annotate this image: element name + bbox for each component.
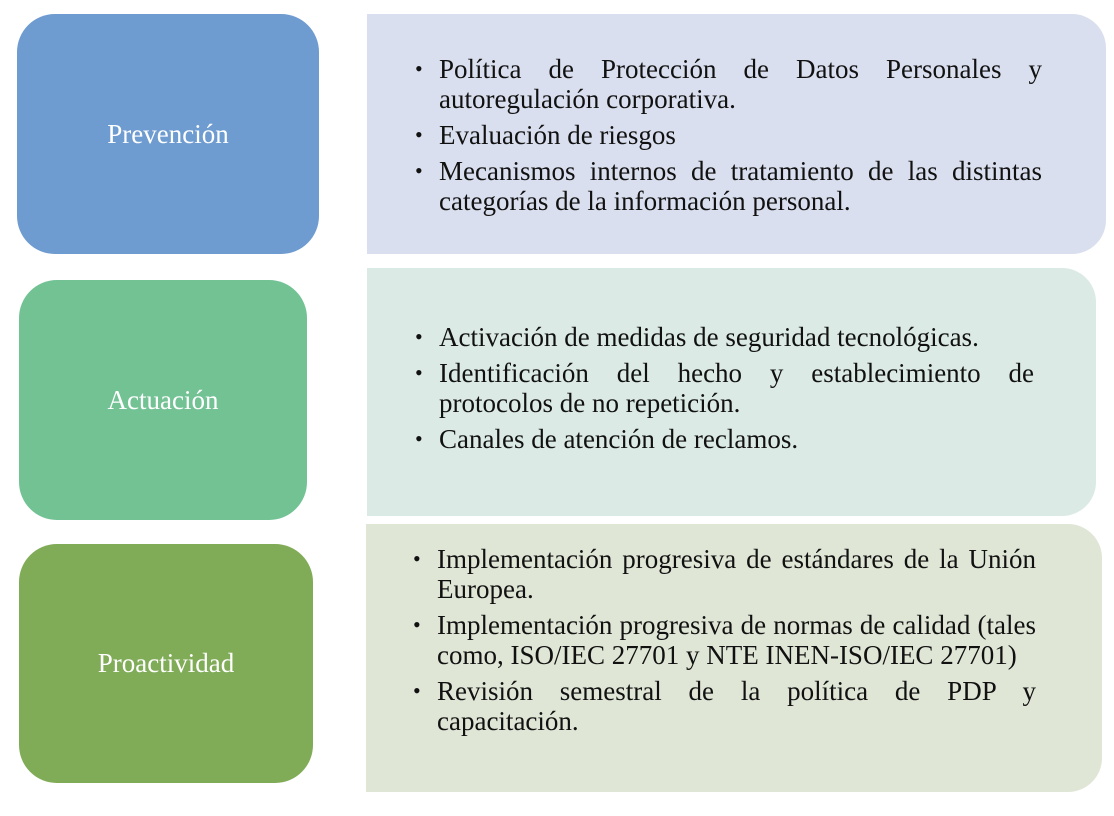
bullet-icon: •: [415, 324, 423, 349]
bullet-icon: •: [415, 360, 423, 385]
actuacion-label-box: [19, 280, 307, 520]
prevencion-detail-box: [367, 14, 1106, 254]
list-item: • Implementación progresiva de normas de calidad (tales como, ISO/IEC 27701 y NTE INEN-ISO/IEC 27701): [413, 610, 1036, 670]
list-item: • Política de Protección de Datos Personales y autoregulación corporativa.: [415, 54, 1042, 114]
actuacion-list: [415, 322, 1034, 454]
list-item: • Activación de medidas de seguridad tecnológicas.: [415, 322, 979, 352]
proactividad-label: Proactividad: [97, 648, 235, 678]
list-item: • Identificación del hecho y establecimiento de protocolos de no repetición.: [415, 358, 1034, 418]
list-item: • Canales de atención de reclamos.: [415, 424, 799, 454]
bullet-icon: •: [413, 678, 421, 703]
proactividad-detail-box: [366, 524, 1102, 792]
prevencion-label-box: [17, 14, 319, 254]
proactividad-label-box: [19, 544, 313, 783]
prevencion-label: Prevención: [107, 118, 229, 149]
prevencion-list: [415, 54, 1042, 216]
list-item: • Implementación progresiva de estándares de la Unión Europea.: [413, 544, 1036, 604]
list-item: • Mecanismos internos de tratamiento de las distintas categorías de la información personal.: [415, 156, 1042, 216]
bullet-icon: •: [415, 426, 423, 451]
bullet-icon: •: [415, 122, 423, 147]
bullet-icon: •: [413, 612, 421, 637]
bullet-icon: •: [413, 546, 421, 571]
actuacion-detail-box: [367, 268, 1096, 516]
bullet-icon: •: [415, 158, 423, 183]
actuacion-label: Actuación: [107, 384, 219, 415]
bullet-icon: •: [415, 56, 423, 81]
list-item: • Revisión semestral de la política de PDP y capacitación.: [413, 676, 1036, 736]
list-item: • Evaluación de riesgos: [415, 120, 676, 150]
proactividad-list: [413, 544, 1036, 736]
